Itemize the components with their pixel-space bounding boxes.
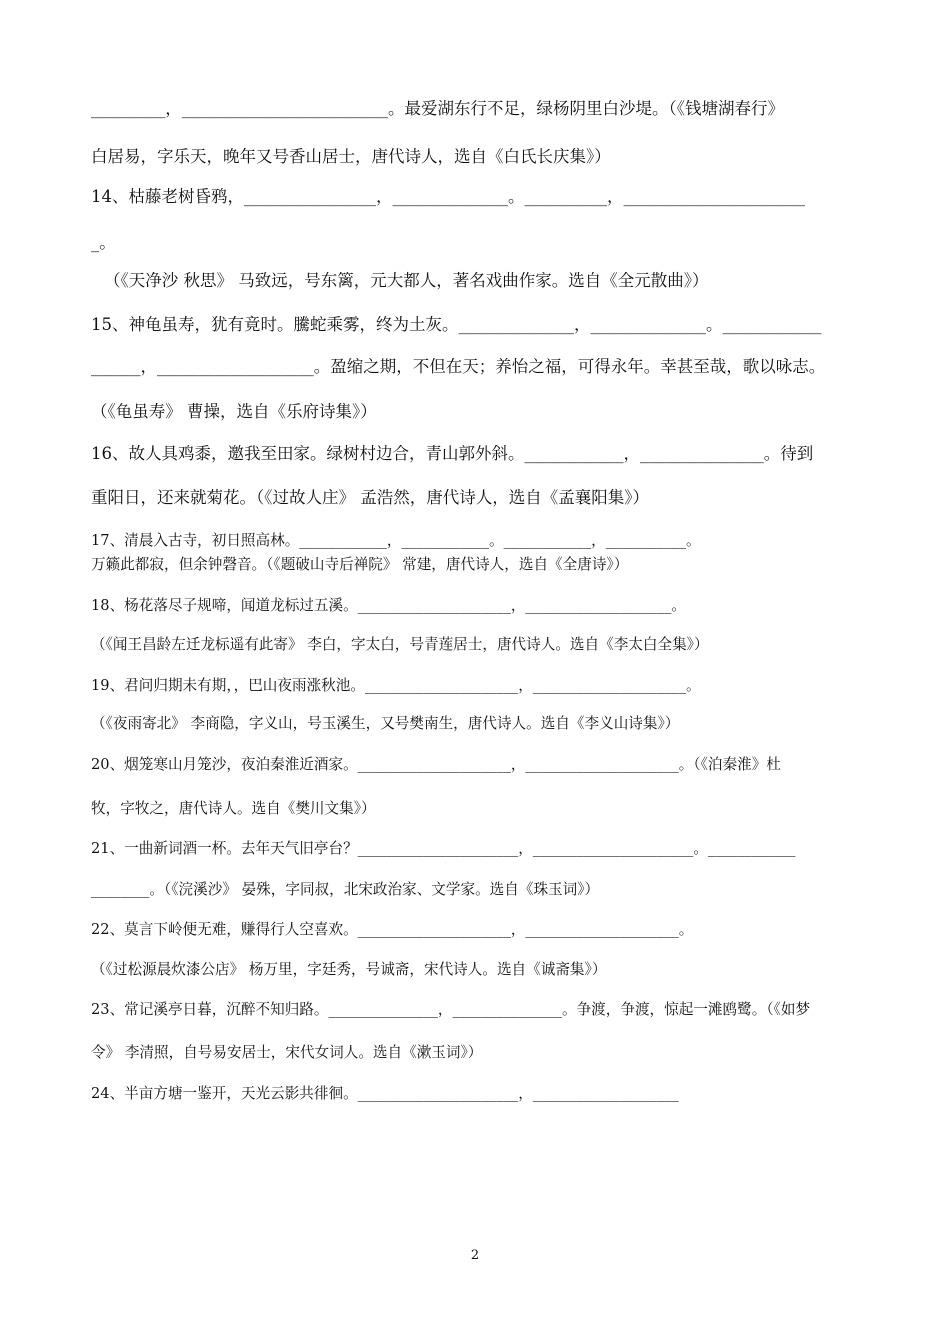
text-line: 令》 李清照，自号易安居士，宋代女词人。选自《漱玉词》） [91,1044,483,1061]
text-line: 20、烟笼寒山月笼沙，夜泊秦淮近酒家。_____________________，_____________________。（《泊秦淮》杜 [91,756,781,773]
page-number: 2 [470,1248,480,1263]
text-line: _。 [91,233,116,252]
text-line: 14、枯藤老树昏鸦，________________，______________。__________，______________________ [91,187,805,206]
text-line: 万籁此都寂，但余钟磬音。（《题破山寺后禅院》 常建，唐代诗人，选自《全唐诗》） [91,556,629,573]
text-line: _________，_________________________。最爱湖东行不足，绿杨阴里白沙堤。（《钱塘湖春行》 [91,99,784,118]
text-line: 重阳日，还来就菊花。（《过故人庄》 孟浩然，唐代诗人，选自《孟襄阳集》） [91,488,649,507]
text-line: ______，___________________。盈缩之期，不但在天；养怡之福，可得永年。幸甚至哉，歌以咏志。 [91,357,826,376]
text-line: （《天净沙 秋思》 马致远，号东篱，元大都人，著名戏曲作家。选自《全元散曲》） [104,271,709,290]
text-line: 21、一曲新词酒一杯。去年天气旧亭台？______________________，______________________。____________ [91,840,796,857]
text-line: 牧，字牧之，唐代诗人。选自《樊川文集》） [91,800,376,817]
text-line: 22、莫言下岭便无难，赚得行人空喜欢。_____________________，_____________________。 [91,921,694,938]
text-line: 24、半亩方塘一鉴开，天光云影共徘徊。______________________，____________________ [91,1085,679,1102]
text-line: 23、常记溪亭日暮，沉醉不知归路。_______________，_______________。争渡，争渡，惊起一滩鸥鹭。（《如梦 [91,1001,811,1018]
text-line: 17、清晨入古寺，初日照高林。____________，____________。____________，___________。 [91,532,701,549]
text-line: （《龟虽寿》 曹操，选自《乐府诗集》） [91,402,377,421]
text-line: ________。（《浣溪沙》 晏殊，字同叔，北宋政治家、文学家。选自《珠玉词》） [91,881,600,898]
text-line: 16、故人具鸡黍，邀我至田家。绿树村边合，青山郭外斜。____________，_______________。待到 [91,444,814,463]
text-line: （《夜雨寄北》 李商隐，字义山，号玉溪生，又号樊南生，唐代诗人。选自《李义山诗集》） [91,715,680,732]
text-line: 15、神龟虽寿，犹有竟时。騰蛇乘雾，终为土灰。______________，______________。____________ [91,315,822,334]
text-line: 19、君问归期未有期，，巴山夜雨涨秋池。_____________________，_____________________。 [91,677,701,694]
text-line: （《过松源晨炊漆公店》 杨万里，字廷秀，号诚斋，宋代诗人。选自《诚斋集》） [91,961,607,978]
text-line: （《闻王昌龄左迁龙标遥有此寄》 李白，字太白，号青莲居士，唐代诗人。选自《李太白全集》） [91,636,709,653]
text-line: 18、杨花落尽子规啼，闻道龙标过五溪。_____________________，____________________。 [91,597,687,614]
text-line: 白居易，字乐天，晚年又号香山居士，唐代诗人，选自《白氏长庆集》） [91,147,611,166]
